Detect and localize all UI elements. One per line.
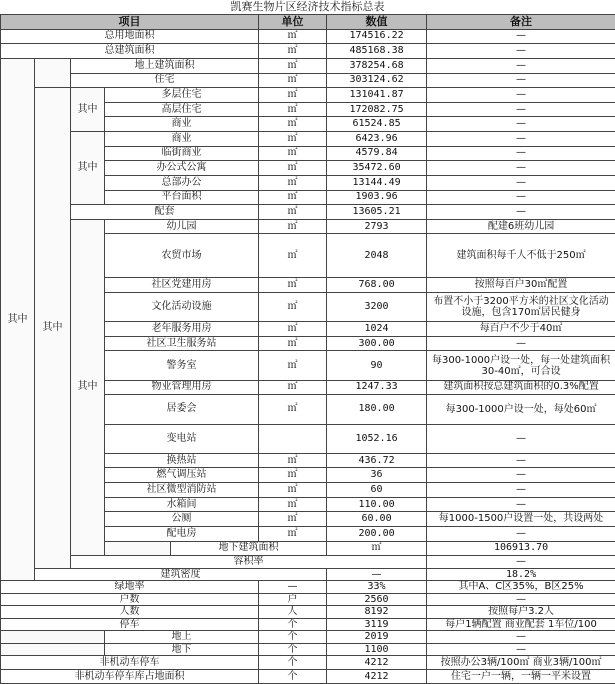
group-label-level2: 其中 bbox=[35, 88, 71, 569]
value-cell: 110.00 bbox=[327, 497, 427, 512]
label-parking: 停车 bbox=[1, 618, 259, 631]
label-fire-station: 社区微型消防站 bbox=[105, 483, 259, 498]
unit-cell: ㎡ bbox=[327, 541, 427, 556]
note-cell: — bbox=[427, 58, 615, 73]
value-cell: 4212 bbox=[327, 656, 427, 670]
unit-cell: ㎡ bbox=[259, 351, 327, 380]
note-cell: 每300-1000户设一处，每一处建筑面积30-40㎡，可合设 bbox=[427, 351, 615, 380]
note-cell: — bbox=[427, 453, 615, 468]
value-cell: 90 bbox=[327, 351, 427, 380]
unit-cell: ㎡ bbox=[259, 205, 327, 220]
note-cell: — bbox=[427, 424, 615, 453]
unit-cell: ㎡ bbox=[259, 336, 327, 351]
note-cell: — bbox=[427, 175, 615, 190]
value-cell: 33% bbox=[327, 581, 427, 594]
unit-cell: ㎡ bbox=[259, 453, 327, 468]
label-above-ground: 地上建筑面积 bbox=[71, 58, 259, 73]
label-multi-storey: 多层住宅 bbox=[105, 88, 259, 103]
note-cell: 每户1辆配置 商业配套 1车位/100 bbox=[427, 618, 615, 631]
table-row bbox=[1, 556, 615, 569]
note-cell: — bbox=[427, 643, 615, 656]
value-cell: 35472.60 bbox=[327, 161, 427, 176]
group-label-level3-spacer bbox=[105, 541, 171, 556]
unit-cell bbox=[259, 424, 327, 453]
label-culture: 文化活动设施 bbox=[105, 292, 259, 321]
unit-cell: ㎡ bbox=[259, 146, 327, 161]
table-row bbox=[1, 643, 615, 656]
note-cell: 配建6班幼儿园 bbox=[427, 219, 615, 234]
table-row bbox=[1, 670, 615, 684]
group-label-level3-residential: 其中 bbox=[71, 88, 105, 132]
table-row bbox=[1, 581, 615, 594]
unit-cell: ㎡ bbox=[259, 161, 327, 176]
unit-cell: ㎡ bbox=[259, 322, 327, 337]
value-cell: 3119 bbox=[327, 618, 427, 631]
unit-cell: ㎡ bbox=[259, 117, 327, 132]
value-cell: 2048 bbox=[327, 234, 427, 278]
group-label-level3-commercial: 其中 bbox=[71, 132, 105, 205]
value-cell: 2560 bbox=[327, 593, 427, 606]
unit-cell: 个 bbox=[259, 670, 327, 684]
note-cell: — bbox=[427, 117, 615, 132]
label-elderly: 老年服务用房 bbox=[105, 322, 259, 337]
table-row bbox=[1, 618, 615, 631]
label-street-shop: 临街商业 bbox=[105, 146, 259, 161]
label-total-land: 总用地面积 bbox=[1, 29, 259, 44]
label-police: 警务室 bbox=[105, 351, 259, 380]
note-cell: 按照办公3辆/100㎡ 商业3辆/100㎡ bbox=[427, 656, 615, 670]
label-property: 物业管理用房 bbox=[105, 380, 259, 395]
header-note: 备注 bbox=[427, 15, 615, 30]
value-cell: 378254.68 bbox=[327, 58, 427, 73]
note-cell: 建筑面积每千人不低于250㎡ bbox=[427, 234, 615, 278]
label-commercial: 商业 bbox=[105, 117, 259, 132]
table-row bbox=[1, 88, 615, 103]
value-cell: 1024 bbox=[327, 322, 427, 337]
value-cell: 131041.87 bbox=[327, 88, 427, 103]
value-cell: 60 bbox=[327, 483, 427, 498]
unit-cell: ㎡ bbox=[259, 175, 327, 190]
note-cell: — bbox=[427, 497, 615, 512]
value-cell: 2793 bbox=[327, 219, 427, 234]
unit-cell: ㎡ bbox=[259, 468, 327, 483]
header-value: 数值 bbox=[327, 15, 427, 30]
label-committee: 居委会 bbox=[105, 395, 259, 424]
header-item: 项目 bbox=[1, 15, 259, 30]
unit-cell: ㎡ bbox=[259, 292, 327, 321]
header-unit: 单位 bbox=[259, 15, 327, 30]
table-row bbox=[1, 205, 615, 220]
label-total-build: 总建筑面积 bbox=[1, 44, 259, 59]
group-label-level1-spacer bbox=[35, 58, 71, 87]
note-cell: 布置不小于3200平方米的社区文化活动设施，包含170㎡居民健身 bbox=[427, 292, 615, 321]
label-platform: 平台面积 bbox=[105, 190, 259, 205]
unit-cell: ㎡ bbox=[259, 278, 327, 293]
value-cell: 13605.21 bbox=[327, 205, 427, 220]
label-heat-station: 换热站 bbox=[105, 453, 259, 468]
label-nonmotor-area: 非机动车停车库占地面积 bbox=[1, 670, 259, 684]
note-cell: — bbox=[427, 205, 615, 220]
note-cell: — bbox=[427, 29, 615, 44]
label-green: 绿地率 bbox=[1, 581, 259, 594]
value-cell: 180.00 bbox=[327, 395, 427, 424]
label-toilet: 公厕 bbox=[105, 512, 259, 527]
unit-cell: ㎡ bbox=[259, 219, 327, 234]
note-cell: — bbox=[427, 468, 615, 483]
table-row bbox=[1, 132, 615, 147]
note-cell: — bbox=[427, 190, 615, 205]
label-high-rise: 高层住宅 bbox=[105, 102, 259, 117]
label-density: 建筑密度 bbox=[35, 568, 327, 581]
table-row bbox=[1, 44, 615, 59]
label-parking-below: 地下 bbox=[105, 643, 259, 656]
unit-cell: ㎡ bbox=[259, 29, 327, 44]
note-cell: — bbox=[427, 102, 615, 117]
note-cell: — bbox=[427, 526, 615, 541]
value-cell: 303124.62 bbox=[327, 73, 427, 88]
value-cell: 4579.84 bbox=[327, 146, 427, 161]
value-cell: 3200 bbox=[327, 292, 427, 321]
unit-cell: ㎡ bbox=[259, 102, 327, 117]
note-cell: — bbox=[427, 483, 615, 498]
value-cell: 2019 bbox=[327, 631, 427, 644]
value-cell: 106913.70 bbox=[427, 541, 615, 556]
note-cell: — bbox=[427, 73, 615, 88]
label-underground: 地下建筑面积 bbox=[171, 541, 327, 556]
unit-cell: — bbox=[259, 581, 327, 594]
unit-cell: 个 bbox=[259, 631, 327, 644]
value-cell: 172082.75 bbox=[327, 102, 427, 117]
note-cell: 按照每户3.2人 bbox=[427, 606, 615, 619]
table-row bbox=[1, 219, 615, 234]
note-cell: — bbox=[427, 336, 615, 351]
unit-cell: 个 bbox=[259, 618, 327, 631]
group-label-level1: 其中 bbox=[1, 58, 35, 580]
value-cell: 1903.96 bbox=[327, 190, 427, 205]
table-row bbox=[1, 593, 615, 606]
unit-cell: ㎡ bbox=[259, 512, 327, 527]
value-cell: 768.00 bbox=[327, 278, 427, 293]
value-cell: 4212 bbox=[327, 670, 427, 684]
unit-cell: ㎡ bbox=[259, 73, 327, 88]
value-cell: 13144.49 bbox=[327, 175, 427, 190]
value-cell: 200.00 bbox=[327, 526, 427, 541]
note-cell: 每百户不少于40㎡ bbox=[427, 322, 615, 337]
label-kindergarten: 幼儿园 bbox=[105, 219, 259, 234]
note-cell: 每300-1000户设一处，每处60㎡ bbox=[427, 395, 615, 424]
unit-cell: ㎡ bbox=[259, 44, 327, 59]
value-cell: 8192 bbox=[327, 606, 427, 619]
table-title: 凯赛生物片区经济技术指标总表 bbox=[230, 0, 385, 13]
unit-cell: ㎡ bbox=[259, 483, 327, 498]
value-cell: 174516.22 bbox=[327, 29, 427, 44]
label-office-apt: 办公式公寓 bbox=[105, 161, 259, 176]
unit-cell: 个 bbox=[259, 656, 327, 670]
note-cell: 建筑面积按总建筑面积的0.3%配置 bbox=[427, 380, 615, 395]
label-residential: 住宅 bbox=[71, 73, 259, 88]
note-cell: — bbox=[427, 44, 615, 59]
header-row bbox=[1, 15, 615, 30]
unit-cell: 个 bbox=[259, 643, 327, 656]
table-row bbox=[1, 568, 615, 581]
label-farm-market: 农贸市场 bbox=[105, 234, 259, 278]
label-gas-station: 燃气调压站 bbox=[105, 468, 259, 483]
unit-cell: 户 bbox=[259, 593, 327, 606]
note-cell: — bbox=[427, 593, 615, 606]
table-row bbox=[1, 606, 615, 619]
table-row bbox=[1, 29, 615, 44]
label-health: 社区卫生服务站 bbox=[105, 336, 259, 351]
unit-cell: ㎡ bbox=[259, 132, 327, 147]
label-substation: 变电站 bbox=[105, 424, 259, 453]
note-cell: 住宅一户一辆，一辆一平米设置 bbox=[427, 670, 615, 684]
table-row bbox=[1, 73, 615, 88]
unit-cell: ㎡ bbox=[259, 395, 327, 424]
parking-spacer bbox=[1, 631, 105, 644]
value-cell: 6423.96 bbox=[327, 132, 427, 147]
value-cell: 36 bbox=[327, 468, 427, 483]
value-cell: 60.00 bbox=[327, 512, 427, 527]
label-population: 人数 bbox=[1, 606, 259, 619]
table-row bbox=[1, 631, 615, 644]
unit-cell: ㎡ bbox=[259, 190, 327, 205]
value-cell: 485168.38 bbox=[327, 44, 427, 59]
unit-cell: ㎡ bbox=[259, 526, 327, 541]
value-cell: 436.72 bbox=[327, 453, 427, 468]
label-party-room: 社区党建用房 bbox=[105, 278, 259, 293]
unit-cell: ㎡ bbox=[259, 497, 327, 512]
label-commercial-sub: 商业 bbox=[105, 132, 259, 147]
value-cell: 300.00 bbox=[327, 336, 427, 351]
label-water-tank: 水箱间 bbox=[105, 497, 259, 512]
value-cell: 1052.16 bbox=[327, 424, 427, 453]
unit-cell: ㎡ bbox=[259, 234, 327, 278]
label-facilities: 配套 bbox=[71, 205, 259, 220]
note-cell: — bbox=[427, 88, 615, 103]
note-cell: — bbox=[427, 161, 615, 176]
label-hq-office: 总部办公 bbox=[105, 175, 259, 190]
label-households: 户数 bbox=[1, 593, 259, 606]
value-cell: 1100 bbox=[327, 643, 427, 656]
note-cell: 按照每百户30㎡配置 bbox=[427, 278, 615, 293]
unit-cell: — bbox=[327, 568, 427, 581]
indicator-table bbox=[0, 14, 615, 684]
label-far: 容积率 bbox=[71, 556, 427, 569]
value-cell: 61524.85 bbox=[327, 117, 427, 132]
unit-cell: — bbox=[427, 556, 615, 569]
value-cell: 18.2% bbox=[427, 568, 615, 581]
table-row bbox=[1, 58, 615, 73]
table-row bbox=[1, 656, 615, 670]
label-parking-above: 地上 bbox=[105, 631, 259, 644]
value-cell: 1247.33 bbox=[327, 380, 427, 395]
note-cell: — bbox=[427, 132, 615, 147]
label-power-room: 配电房 bbox=[105, 526, 259, 541]
note-cell: — bbox=[427, 146, 615, 161]
unit-cell: ㎡ bbox=[259, 380, 327, 395]
group-label-level3-facilities: 其中 bbox=[71, 219, 105, 555]
note-cell: — bbox=[427, 631, 615, 644]
unit-cell: 人 bbox=[259, 606, 327, 619]
note-cell: 其中A、C区35%，B区25% bbox=[427, 581, 615, 594]
parking-spacer bbox=[1, 643, 105, 656]
note-cell: 每1000-1500户设置一处，共设两处 bbox=[427, 512, 615, 527]
unit-cell: ㎡ bbox=[259, 88, 327, 103]
unit-cell: ㎡ bbox=[259, 58, 327, 73]
label-nonmotor: 非机动车停车 bbox=[1, 656, 259, 670]
